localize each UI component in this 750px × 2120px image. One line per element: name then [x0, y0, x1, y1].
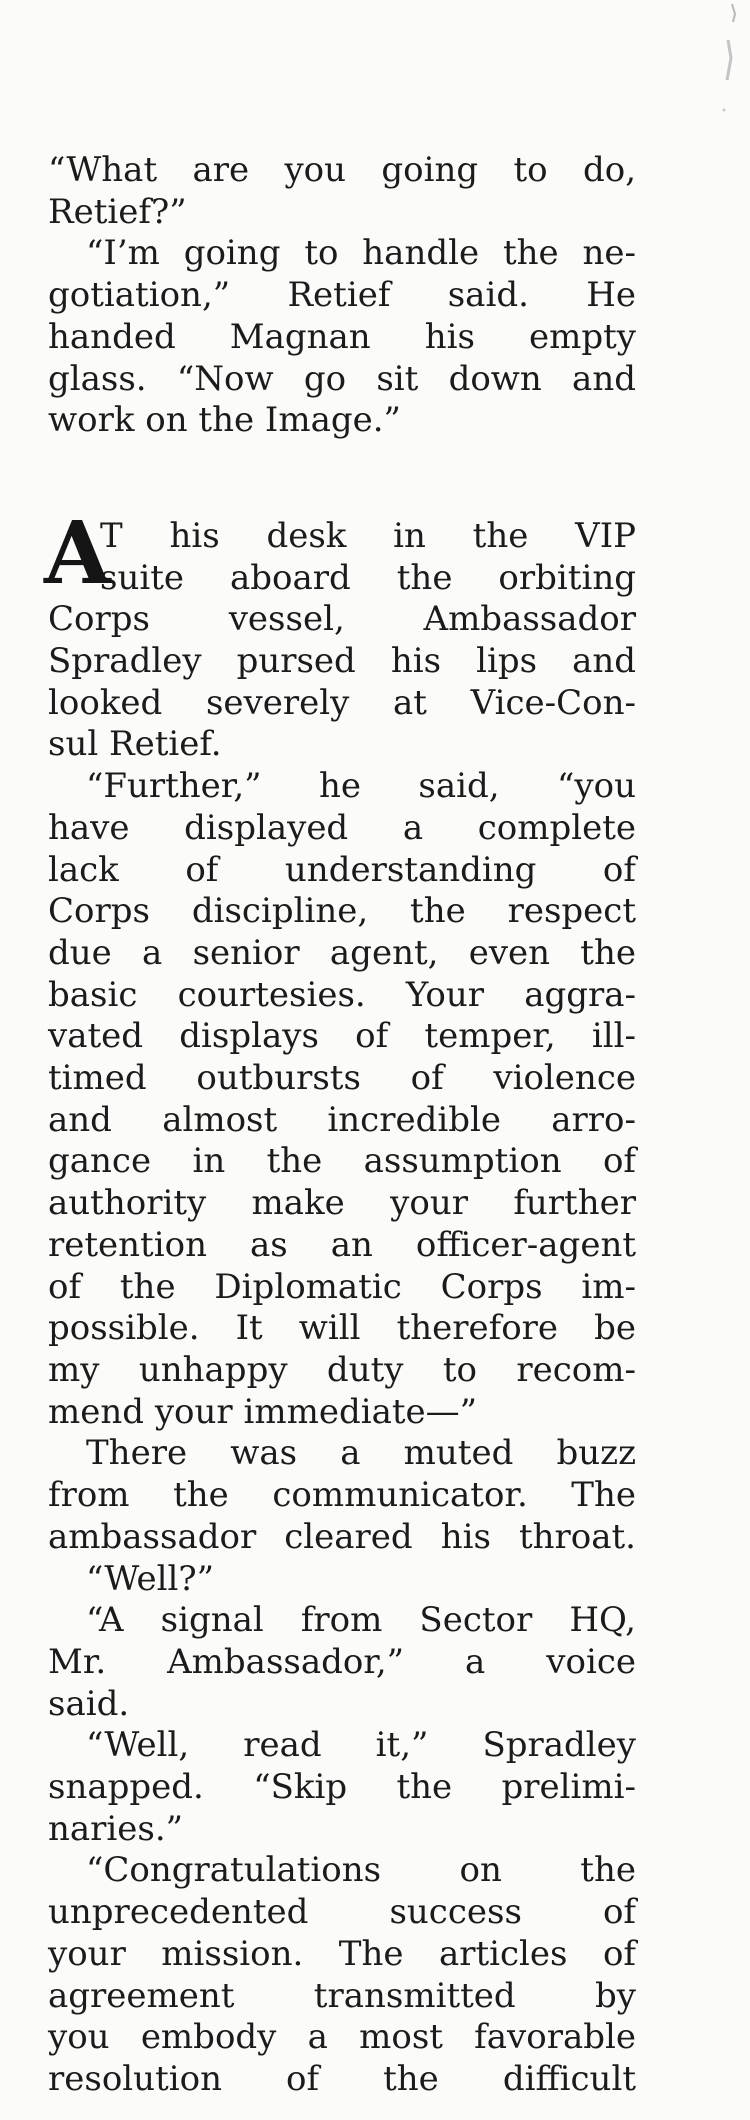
text-line: naries.”	[48, 1808, 184, 1849]
text-line: due a senior agent, even the	[48, 932, 636, 973]
paragraph-2	[48, 233, 636, 442]
text-line: possible. It will therefore be	[48, 1308, 636, 1349]
text-line: “What are you going to do,	[48, 150, 636, 190]
paragraph-3	[44, 502, 636, 766]
paragraph-8	[48, 1725, 636, 1850]
text-line: from the communicator. The	[48, 1475, 636, 1516]
text-line: authority make your further	[48, 1183, 636, 1224]
text-line: timed outbursts of violence	[48, 1058, 636, 1099]
text-line: my unhappy duty to recom-	[48, 1349, 636, 1390]
text-line: basic courtesies. Your aggra-	[48, 974, 636, 1015]
text-line: sul Retief.	[48, 724, 222, 765]
text-line: have displayed a complete	[48, 807, 636, 848]
paragraph-6	[48, 1559, 636, 1601]
text-line: ambassador cleared his throat.	[48, 1516, 636, 1557]
text-column	[44, 150, 636, 2101]
text-line: vated displays of temper, ill-	[48, 1016, 636, 1057]
drop-cap: A	[44, 502, 111, 604]
text-line: of the Diplomatic Corps im-	[48, 1266, 636, 1307]
text-line: “Well?”	[86, 1558, 214, 1599]
text-line: gance in the assumption of	[48, 1141, 636, 1182]
text-line: Spradley pursed his lips and	[48, 641, 636, 682]
text-line: suite aboard the orbiting	[100, 557, 636, 598]
text-line: “A signal from Sector HQ,	[86, 1600, 636, 1641]
text-line: There was a muted buzz	[86, 1433, 636, 1474]
text-line: snapped. “Skip the prelimi-	[48, 1767, 636, 1808]
text-line: “I’m going to handle the ne-	[86, 233, 636, 274]
paragraph-4	[48, 766, 636, 1433]
text-line: looked severely at Vice-Con-	[48, 682, 636, 723]
text-line: mend your immediate—”	[48, 1391, 478, 1432]
text-line: agreement transmitted by	[48, 1975, 636, 2016]
text-line: Corps vessel, Ambassador	[48, 599, 636, 640]
paragraph-5	[48, 1433, 636, 1558]
text-line: and almost incredible arro-	[48, 1099, 636, 1140]
text-line: unprecedented success of	[48, 1892, 636, 1933]
text-line: you embody a most favorable	[48, 2017, 636, 2058]
text-line: gotiation,” Retief said. He	[48, 275, 636, 316]
text-line: Corps discipline, the respect	[48, 891, 636, 932]
text-line: “Congratulations on the	[86, 1850, 636, 1891]
text-line: T his desk in the VIP	[100, 515, 636, 556]
text-line: said.	[48, 1683, 130, 1724]
text-line: resolution of the difficult	[48, 2058, 636, 2099]
scan-specks	[704, 0, 744, 140]
text-line: lack of understanding of	[48, 849, 636, 890]
paragraph-1	[48, 150, 636, 233]
text-line: handed Magnan his empty	[48, 316, 636, 357]
section-break	[48, 442, 636, 516]
text-line: “Further,” he said, “you	[86, 766, 636, 807]
text-line: work on the Image.”	[48, 400, 401, 441]
text-line: retention as an officer-agent	[48, 1224, 636, 1265]
text-line: “Well, read it,” Spradley	[86, 1725, 636, 1766]
text-line: glass. “Now go sit down and	[48, 358, 636, 399]
text-line: Retief?”	[48, 191, 187, 232]
paragraph-7	[48, 1600, 636, 1725]
text-line: your mission. The articles of	[48, 1933, 636, 1974]
paragraph-9	[48, 1850, 636, 2100]
text-line: Mr. Ambassador,” a voice	[48, 1641, 636, 1682]
